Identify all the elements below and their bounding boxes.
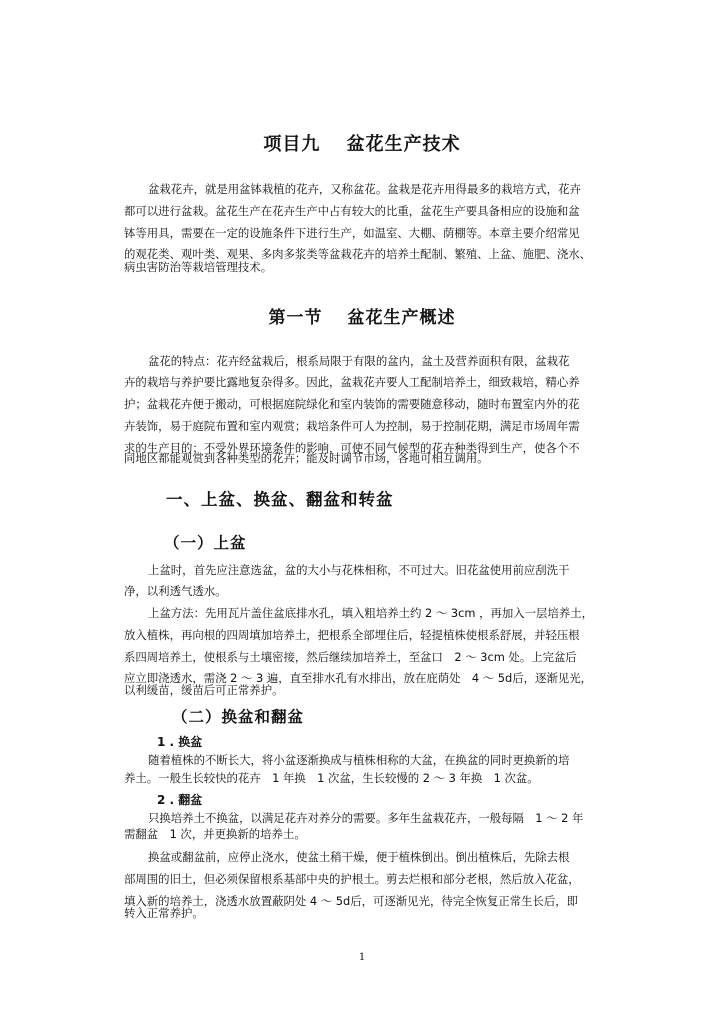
intro-line: 都可以进行盆栽。盆花生产在花卉生产中占有较大的比重，盆花生产要具备相应的设施和盆 <box>124 204 580 218</box>
section-title: 第一节 盆花生产概述 <box>268 308 456 328</box>
subsection-title: （一）上盆 <box>164 534 247 552</box>
overview-line: 同地区都能观赏到各种类型的花卉；能及时调节市场，各地可相互调用。 <box>124 451 489 465</box>
item2-line: 转入正常养护。 <box>124 906 204 920</box>
item1-line: 养土。一般生长较快的花卉 1 年换 1 次盆，生长较慢的 2 ～ 3 年换 1 次盆。 <box>124 771 539 785</box>
subsection-title: （二）换盆和翻盆 <box>172 708 305 726</box>
sub1-line: 上盆方法：先用瓦片盖住盆底排水孔，填入粗培养土约 2 ～ 3cm ，再加入一层培养土， <box>148 606 594 620</box>
item2-line: 只换培养土不换盆，以满足花卉对养分的需要。多年生盆栽花卉，一般每隔 1 ～ 2 年 <box>148 811 584 825</box>
overview-line: 盆花的特点：花卉经盆栽后，根系局限于有限的盆内，盆土及营养面积有限，盆栽花 <box>148 354 570 368</box>
item2-line: 填入新的培养土，浇透水放置蔽阴处 4 ～ 5d后，可逐渐见光，待完全恢复正常生长后，即 <box>124 894 579 908</box>
item-title: 2 . 翻盆 <box>157 793 203 807</box>
item-title: 1 . 换盆 <box>157 735 203 749</box>
sub1-line: 以利缓苗，缓苗后可正常养护。 <box>124 683 284 697</box>
sub1-line: 系四周培养土，使根系与土壤密接，然后继续加培养土，至盆口 2 ～ 3cm 处。上完盆后 <box>124 650 577 664</box>
intro-line: 的观花类、观叶类、观果、多肉多浆类等盆栽花卉的培养土配制、繁殖、上盆、施肥、浇水、 <box>124 247 592 261</box>
sub1-line: 应立即浇透水，需浇 2 ～ 3 遍，直至排水孔有水排出，放在庇荫处 4 ～ 5d后，逐渐见光， <box>124 671 593 685</box>
item2-line: 换盆或翻盆前，应停止浇水，使盆土稍干燥，便于植株倒出。倒出植株后，先除去根 <box>148 850 570 864</box>
item2-line: 需翻盆 1 次，并更换新的培养土。 <box>124 827 306 841</box>
intro-line: 钵等用具，需要在一定的设施条件下进行生产，如温室、大棚、荫棚等。本章主要介绍常见 <box>124 226 580 240</box>
sub1-line: 净，以利透气透水。 <box>124 584 227 598</box>
page-number: 1 <box>358 952 366 963</box>
overview-line: 护；盆栽花卉便于搬动，可根据庭院绿化和室内装饰的需要随意移动，随时布置室内外的花 <box>124 397 580 411</box>
item2-line: 部周围的旧土，但必须保留根系基部中央的护根土。剪去烂根和部分老根，然后放入花盆， <box>124 872 580 886</box>
intro-line: 病虫害防治等栽培管理技术。 <box>124 260 273 274</box>
sub1-line: 上盆时，首先应注意选盆，盆的大小与花株相称，不可过大。旧花盆使用前应刮洗干 <box>148 563 570 577</box>
sub1-line: 放入植株，再向根的四周填加培养土，把根系全部埋住后，轻提植株使根系舒展，并轻压根 <box>124 628 580 642</box>
overview-line: 卉装饰，易于庭院布置和室内观赏；栽培条件可人为控制，易于控制花期，满足市场周年需 <box>124 419 580 433</box>
overview-line: 卉的栽培与养护要比露地复杂得多。因此，盆栽花卉要人工配制培养土，细致栽培，精心养 <box>124 375 580 389</box>
overview-line: 求的生产目的；不受外界环境条件的影响，可使不同气候型的花卉种类得到生产，使各个不 <box>124 441 580 455</box>
part-title: 一、上盆、换盆、翻盆和转盆 <box>166 490 394 509</box>
intro-line: 盆栽花卉，就是用盆钵栽植的花卉，又称盆花。盆栽是花卉用得最多的栽培方式，花卉 <box>148 182 581 196</box>
item1-line: 随着植株的不断长大，将小盆逐渐换成与植株相称的大盆，在换盆的同时更换新的培 <box>148 753 570 767</box>
chapter-title: 项目九 盆花生产技术 <box>263 134 461 155</box>
